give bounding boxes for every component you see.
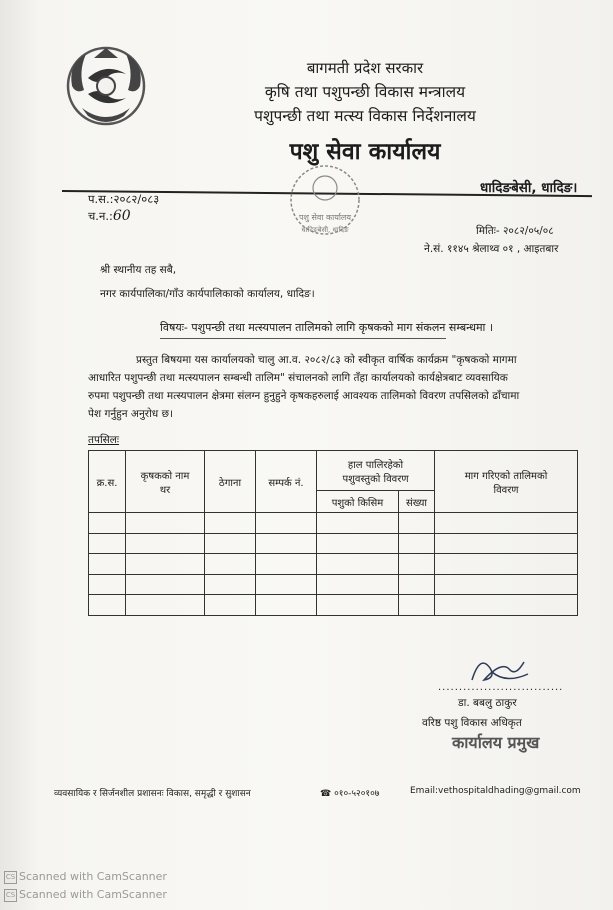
office-chief-stamp: कार्यालय प्रमुख <box>452 733 540 752</box>
camscanner-logo-icon: CS <box>4 871 17 884</box>
reference-number: प.स.:२०८२/०८३ <box>88 192 160 206</box>
body-line-2: आधारित पशुपन्छी तथा मत्स्यपालन सम्बन्धी तालिम" संचालनको लागि तँहा कार्यालयको कार्यक्षेत्रबाट व्यवसायिक <box>88 372 508 384</box>
col-header-sn: क्र.स. <box>89 451 126 513</box>
dispatch-number-label: च.न.: <box>88 209 113 223</box>
addressee-line2: नगर कार्यपालिका/गाँउ कार्यपालिकाको कार्यालय, धादिङ। <box>100 288 315 300</box>
table-row <box>89 595 578 616</box>
addressee-line1: श्री स्थानीय तह सबै, <box>100 264 177 276</box>
footer-phone <box>320 786 379 799</box>
table-row <box>89 533 578 554</box>
subject-line: विषयः- पशुपन्छी तथा मत्स्यपालन तालिमको लागि कृषकको माग संकलन सम्बन्धमा । <box>160 321 494 334</box>
col-header-address: ठेगाना <box>205 451 256 513</box>
table-row <box>89 554 578 575</box>
col-header-farmer-line1: कृषकको नाम <box>140 470 190 482</box>
camscanner-watermark-2-text: Scanned with CamScanner <box>19 888 167 901</box>
signatory-name: डा. बबलु ठाकुर <box>458 697 517 709</box>
directorate-heading: पशुपन्छी तथा मत्स्य विकास निर्देशनालय <box>254 107 476 125</box>
office-location: धादिङबेसी, धादिङ। <box>480 180 578 196</box>
camscanner-watermark-1 <box>4 870 167 884</box>
col-header-animal-type: पशुको किसिम <box>317 491 399 513</box>
ministry-heading: कृषि तथा पशुपन्छी विकास मन्त्रालय <box>264 83 466 101</box>
date-bs: मितिः- २०८२/०५/०८ <box>476 225 554 237</box>
stamp-text-line1: पशु सेवा कार्यालय <box>299 213 351 222</box>
table-row <box>89 574 578 595</box>
signature-line: .............................. <box>438 682 564 693</box>
date-nepal-sambat: ने.सं. ११४५ श्रेलाथ्व ०१ , आइतबार <box>424 243 559 255</box>
col-header-demand-line1: माग गरिएको तालिमको <box>464 470 548 482</box>
office-seal-stamp <box>280 158 370 250</box>
camscanner-logo-icon: CS <box>4 889 17 902</box>
subject-underline <box>160 338 446 339</box>
body-line-4: पेश गर्नुहुन अनुरोध छ। <box>88 408 173 420</box>
signatory-title: वरिष्ठ पशु विकास अधिकृत <box>422 717 522 729</box>
col-header-count: संख्या <box>398 491 434 513</box>
province-government-heading: बागमती प्रदेश सरकार <box>306 59 424 77</box>
phone-icon: ☎ <box>320 789 335 799</box>
camscanner-watermark-2 <box>4 888 167 902</box>
table-row <box>89 513 578 534</box>
stamp-text-line2: धादिङबेसी, धादिङ <box>301 226 349 234</box>
col-header-contact: सम्पर्क नं. <box>256 451 317 513</box>
col-header-demand <box>435 451 578 513</box>
dispatch-number-value: 60 <box>112 208 131 224</box>
col-header-demand-line2: विवरण <box>493 484 519 496</box>
col-header-livestock <box>317 451 435 491</box>
footer-motto: व्यवसायिक र सिर्जनशील प्रशासनः विकास, समृद्धी र सुशासन <box>54 789 251 799</box>
footer-email: Email:vethospitaldhading@gmail.com <box>410 786 581 796</box>
body-line-3: रुपमा पशुपन्छी तथा मत्स्यपालन क्षेत्रमा संलग्न हुनुहुने कृषकहरुलाई आवश्यक तालिमको विवरण तपसिलको ढाँचामा <box>88 390 520 402</box>
col-header-farmer-line2: थर <box>159 484 171 496</box>
nepal-emblem-icon <box>64 44 148 128</box>
col-header-farmer <box>126 451 205 513</box>
col-header-livestock-line2: पशुवस्तुको विवरण <box>342 473 409 485</box>
footer-phone-number: ०१०-५२०१०७ <box>334 789 380 799</box>
col-header-livestock-line1: हाल पालिरहेको <box>347 459 404 471</box>
dispatch-number <box>88 208 131 224</box>
office-heading: पशु सेवा कार्यालय <box>289 138 441 165</box>
camscanner-watermark-1-text: Scanned with CamScanner <box>19 870 167 883</box>
body-line-1: प्रस्तुत बिषयमा यस कार्यालयको चालु आ.व. २०८२/८३ को स्वीकृत वार्षिक कार्यक्रम "कृषकको मागमा <box>136 354 517 366</box>
table-caption: तपसिलः <box>88 434 120 446</box>
demand-details-table <box>88 450 578 616</box>
